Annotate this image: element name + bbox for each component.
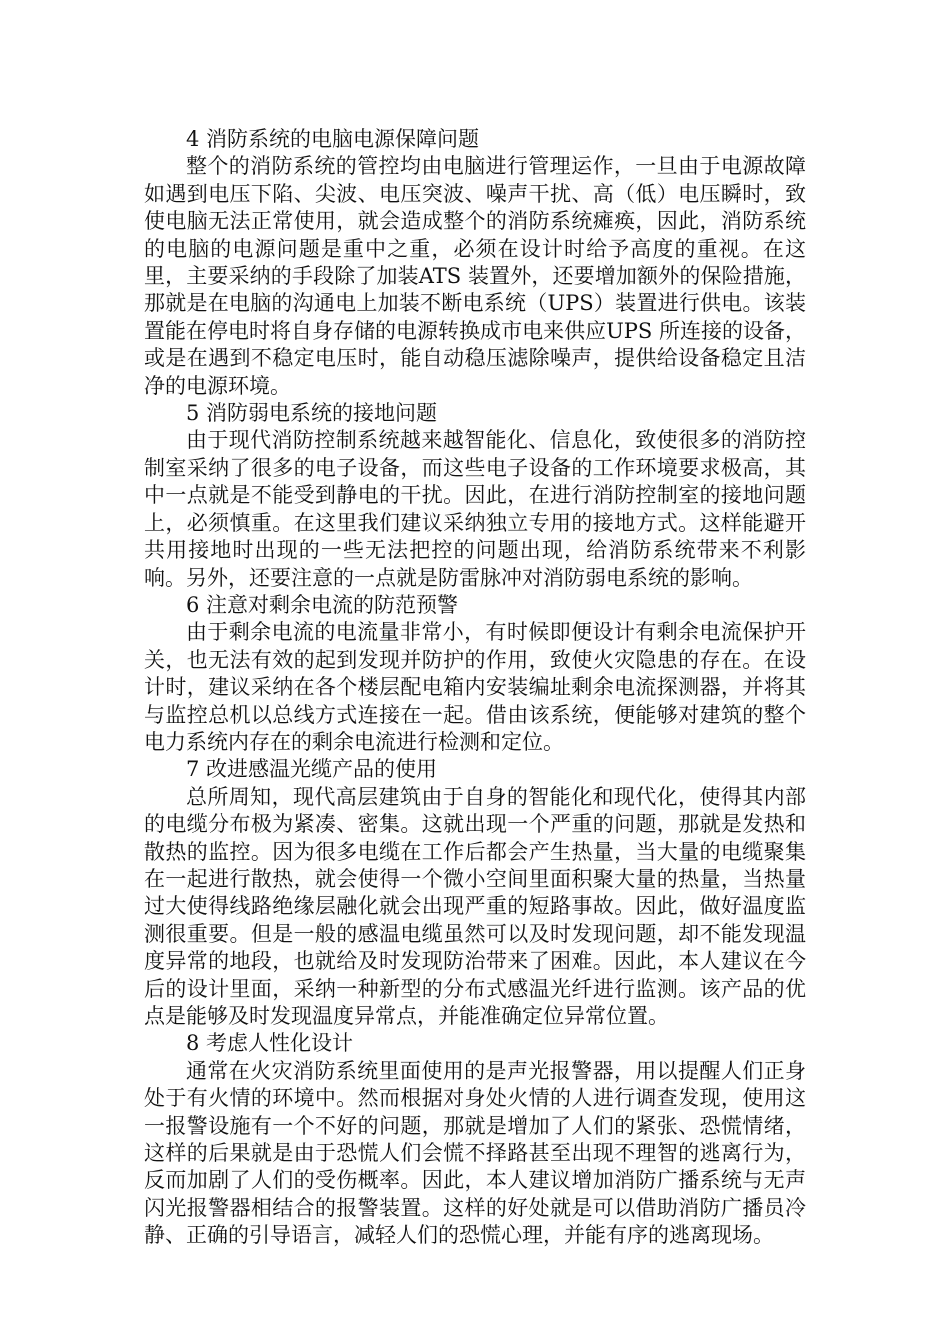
section-paragraph-7: 总所周知，现代高层建筑由于自身的智能化和现代化，使得其内部的电缆分布极为紧凑、密集。这就出现一个严重的问题，那就是发热和散热的监控。因为很多电缆在工作后都会产生热量，当大量的电缆聚集在一起进行散热，就会使得一个微小空间里面积聚大量的热量，当热量过大使得线路绝缘层融化就会出现严重的短路事故。因此，做好温度监测很重要。但是一般的感温电缆虽然可以及时发现问题，却不能发现温度异常的地段，也就给及时发现防治带来了困难。因此，本人建议在今后的设计里面，采纳一种新型的分布式感温光纤进行监测。该产品的优点是能够及时发现温度异常点，并能准确定位异常位置。 [144,784,806,1028]
section-heading-7: 7 改进感温光缆产品的使用 [186,757,438,782]
section-paragraph-4: 整个的消防系统的管控均由电脑进行管理运作，一旦由于电源故障如遇到电压下陷、尖波、电压突波、噪声干扰、高（低）电压瞬时，致使电脑无法正常使用，就会造成整个的消防系统瘫痪，因此，消防系统的电脑的电源问题是重中之重，必须在设计时给予高度的重视。在这里，主要采纳的手段除了加装ATS 装置外，还要增加额外的保险措施，那就是在电脑的沟通电上加装不断电系统（UPS）装置进行供电。该装置能在停电时将自身存储的电源转换成市电来供应UPS 所连接的设备，或是在遇到不稳定电压时，能自动稳压滤除噪声，提供给设备稳定且洁净的电源环境。 [144,154,806,398]
section-heading-8: 8 考虑人性化设计 [186,1031,354,1056]
section-paragraph-6: 由于剩余电流的电流量非常小，有时候即便设计有剩余电流保护开关，也无法有效的起到发现并防护的作用，致使火灾隐患的存在。在设计时，建议采纳在各个楼层配电箱内安装编址剩余电流探测器，并将其与监控总机以总线方式连接在一起。借由该系统，便能够对建筑的整个电力系统内存在的剩余电流进行检测和定位。 [144,620,806,754]
section-heading-6: 6 注意对剩余电流的防范预警 [186,592,459,617]
section-heading-5: 5 消防弱电系统的接地问题 [186,401,438,426]
section-heading-4: 4 消防系统的电脑电源保障问题 [186,127,480,151]
document-body [144,126,806,1250]
section-paragraph-5: 由于现代消防控制系统越来越智能化、信息化，致使很多的消防控制室采纳了很多的电子设备，而这些电子设备的工作环境要求极高，其中一点就是不能受到静电的干扰。因此，在进行消防控制室的接地问题上，必须慎重。在这里我们建议采纳独立专用的接地方式。这样能避开共用接地时出现的一些无法把控的问题出现，给消防系统带来不利影响。另外，还要注意的一点就是防雷脉冲对消防弱电系统的影响。 [144,428,806,590]
section-paragraph-8: 通常在火灾消防系统里面使用的是声光报警器，用以提醒人们正身处于有火情的环境中。然而根据对身处火情的人进行调查发现，使用这一报警设施有一个不好的问题，那就是增加了人们的紧张、恐慌情绪，这样的后果就是由于恐慌人们会慌不择路甚至出现不理智的逃离行为，反而加剧了人们的受伤概率。因此，本人建议增加消防广播系统与无声闪光报警器相结合的报警装置。这样的好处就是可以借助消防广播员冷静、正确的引导语言，减轻人们的恐慌心理，并能有序的逃离现场。 [144,1058,806,1248]
